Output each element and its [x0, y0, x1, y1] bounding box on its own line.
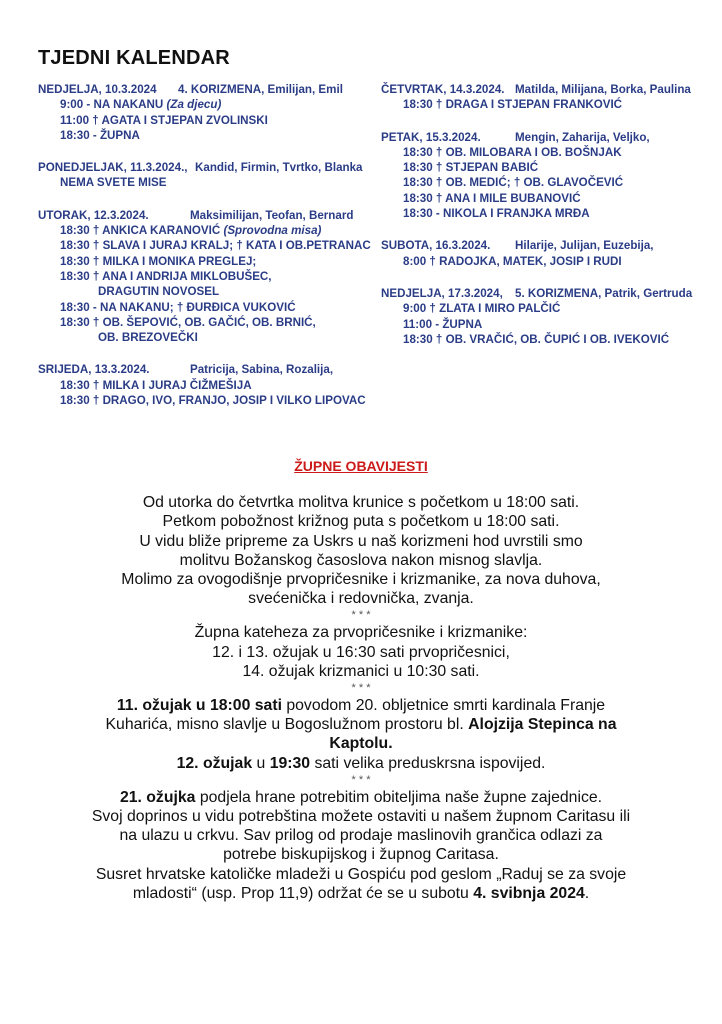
mass-time: 18:30 † — [60, 254, 100, 268]
bold-text: Alojzija Stepinca na — [468, 716, 617, 734]
mass-entry — [381, 317, 711, 332]
mass-entry — [38, 113, 388, 128]
day-date: SRIJEDA, 13.3.2024. — [38, 363, 150, 377]
notice-text: . — [584, 884, 590, 902]
calendar-day — [381, 238, 711, 269]
mass-time: 18:30 - — [60, 300, 97, 314]
calendar-left-column — [38, 82, 388, 425]
mass-entry — [381, 175, 711, 190]
mass-entry — [381, 332, 711, 347]
notice-line: Susret hrvatske katoličke mladeži u Gospiću pod geslom „Raduj se za svoje — [95, 865, 627, 883]
day-date: NEDJELJA, 10.3.2024 — [38, 83, 157, 96]
mass-entry — [38, 175, 388, 190]
mass-intention: OB. ŠEPOVIĆ, OB. GAČIĆ, OB. BRNIĆ, — [102, 315, 316, 329]
day-header — [381, 82, 711, 97]
separator: * * * — [351, 682, 371, 695]
mass-intention: OB. BREZOVEČKI — [98, 331, 198, 345]
notice-text: povodom 20. obljetnice smrti kardinala Franje — [281, 697, 606, 715]
day-header — [38, 208, 388, 223]
mass-time: 8:00 † — [403, 254, 436, 268]
separator: * * * — [351, 773, 371, 786]
mass-intention: OB. VRAČIĆ, OB. ČUPIĆ I OB. IVEKOVIĆ — [445, 332, 670, 346]
notice-line: Od utorka do četvrtka molitva krunice s početkom u 18:00 sati. — [142, 494, 580, 512]
day-header — [38, 82, 388, 97]
day-date: ČETVRTAK, 14.3.2024. — [381, 83, 505, 96]
mass-intention: DRAGUTIN NOVOSEL — [98, 285, 220, 299]
mass-intention: SLAVA I JURAJ KRALJ; † KATA I OB.PETRANAC — [102, 239, 371, 253]
mass-time: 18:30 - — [403, 207, 440, 221]
notice-text: Kuharića, misno slavlje u Bogoslužnom prostoru bl. — [105, 716, 469, 734]
mass-time: 11:00 † — [60, 113, 99, 127]
notice-line: 12. i 13. ožujak u 16:30 sati prvopričesnici, — [212, 643, 510, 661]
notice-text: mladosti“ (usp. Prop 11,9) održat će se u subotu — [132, 884, 474, 902]
day-date: UTORAK, 12.3.2024. — [38, 208, 149, 222]
mass-note: (Za djecu) — [166, 98, 222, 112]
page-title: TJEDNI KALENDAR — [38, 47, 230, 69]
day-header — [381, 238, 711, 253]
mass-intention: MILKA I JURAJ ČIŽMEŠIJA — [102, 378, 252, 392]
mass-intention: ZLATA I MIRO PALČIĆ — [439, 302, 561, 316]
mass-entry — [38, 238, 388, 253]
mass-intention: ŽUPNA — [442, 317, 483, 331]
mass-entry — [38, 269, 388, 284]
notice-line — [20, 715, 702, 734]
mass-time: 18:30 † — [60, 315, 100, 329]
notice-block-2 — [20, 623, 702, 681]
separator: * * * — [351, 609, 371, 622]
day-saints: Kandid, Firmin, Tvrtko, Blanka — [195, 161, 363, 175]
mass-time: 9:00 - — [60, 98, 91, 112]
mass-entry — [381, 97, 711, 112]
day-date: NEDJELJA, 17.3.2024, — [381, 286, 503, 300]
mass-entry — [38, 223, 388, 238]
notice-text: u — [252, 754, 270, 772]
notice-block-3 — [20, 696, 702, 773]
day-date: SUBOTA, 16.3.2024. — [381, 239, 491, 253]
notice-line: potrebe biskupijskog i župnog Caritasa. — [223, 846, 499, 864]
calendar-day — [38, 82, 388, 143]
notice-block-1 — [20, 493, 702, 608]
mass-intention: ANKICA KARANOVIĆ — [102, 224, 221, 238]
calendar-day — [38, 208, 388, 346]
mass-time: 18:30 † — [403, 191, 443, 205]
mass-intention: NEMA SVETE MISE — [60, 176, 167, 190]
mass-entry — [38, 378, 388, 393]
bold-text: 12. ožujak — [176, 754, 253, 772]
mass-intention: NIKOLA I FRANJKA MRĐA — [442, 207, 590, 221]
mass-intention: RADOJKA, MATEK, JOSIP I RUDI — [439, 254, 622, 268]
notice-line: 14. ožujak krizmanici u 10:30 sati. — [242, 662, 480, 680]
day-saints: Patricija, Sabina, Rozalija, — [190, 363, 334, 377]
bold-text: Kaptolu. — [329, 735, 393, 753]
mass-intention: ANA I MILE BUBANOVIĆ — [445, 191, 581, 205]
mass-entry — [38, 254, 388, 269]
mass-entry — [38, 97, 388, 112]
mass-entry — [38, 393, 388, 408]
mass-entry — [381, 206, 711, 221]
day-saints: Maksimilijan, Teofan, Bernard — [190, 208, 354, 222]
notice-line: Svoj doprinos u vidu potrebština možete ostaviti u našem župnom Caritasu ili — [91, 808, 631, 826]
mass-intention: ANA I ANDRIJA MIKLOBUŠEC, — [102, 269, 272, 283]
day-header — [38, 160, 388, 175]
day-header — [38, 362, 388, 377]
mass-time: 11:00 - — [403, 317, 440, 331]
mass-intention: DRAGO, IVO, FRANJO, JOSIP I VILKO LIPOVAC — [102, 394, 366, 408]
notice-line: na ulazu u crkvu. Sav prilog od prodaje maslinovih grančica odlazi za — [119, 827, 603, 845]
mass-entry — [38, 284, 388, 299]
mass-intention: AGATA I STJEPAN ZVOLINSKI — [101, 113, 268, 127]
notice-line — [20, 734, 702, 753]
mass-entry — [38, 128, 388, 143]
day-saints: Matilda, Milijana, Borka, Paulina — [515, 83, 691, 96]
mass-intention: MILKA I MONIKA PREGLEJ; — [102, 254, 257, 268]
day-saints: Hilarije, Julijan, Euzebija, — [515, 239, 654, 253]
notice-line: svećenička i redovnička, zvanja. — [248, 590, 474, 608]
mass-time: 18:30 † — [403, 176, 443, 190]
mass-entry — [381, 160, 711, 175]
calendar-right-column — [381, 82, 711, 364]
notice-block-4 — [20, 788, 702, 903]
mass-entry — [381, 191, 711, 206]
bold-text: 11. ožujak u 18:00 sati — [116, 697, 282, 715]
mass-intention: NA NAKANU — [93, 98, 164, 112]
mass-intention: DRAGA I STJEPAN FRANKOVIĆ — [445, 98, 623, 112]
mass-intention: OB. MEDIĆ; † OB. GLAVOČEVIĆ — [445, 176, 624, 190]
bold-text: 19:30 — [269, 754, 311, 772]
notice-line: Petkom pobožnost križnog puta s početkom u 18:00 sati. — [162, 513, 560, 531]
notice-text: sati velika preduskrsna ispovijed. — [310, 754, 546, 772]
mass-entry — [38, 330, 388, 345]
mass-intention: ŽUPNA — [99, 128, 140, 142]
mass-note: (Sprovodna misa) — [223, 224, 322, 238]
notice-line: Molimo za ovogodišnje prvopričesnike i krizmanike, za nova duhova, — [121, 571, 601, 589]
day-saints: 4. KORIZMENA, Emilijan, Emil — [178, 83, 343, 96]
mass-time: 18:30 † — [403, 332, 443, 346]
mass-entry — [381, 145, 711, 160]
mass-time: 18:30 - — [60, 128, 97, 142]
mass-time: 18:30 † — [403, 145, 443, 159]
notices-title: ŽUPNE OBAVIJESTI — [294, 458, 428, 474]
mass-entry — [381, 301, 711, 316]
notice-line: Župna kateheza za prvopričesnike i krizmanike: — [194, 624, 528, 642]
parish-notices — [20, 457, 702, 903]
mass-intention: STJEPAN BABIĆ — [445, 161, 539, 175]
notice-text: podjela hrane potrebitim obiteljima naše župne zajednice. — [195, 788, 603, 806]
day-saints: 5. KORIZMENA, Patrik, Gertruda — [515, 286, 693, 300]
calendar-day — [38, 160, 388, 191]
day-date: PETAK, 15.3.2024. — [381, 130, 481, 144]
calendar-day — [381, 286, 711, 347]
day-header — [381, 286, 711, 301]
mass-entry — [381, 254, 711, 269]
mass-time: 9:00 † — [403, 302, 436, 316]
mass-entry — [38, 300, 388, 315]
day-date: PONEDJELJAK, 11.3.2024., — [38, 161, 188, 175]
notice-line — [20, 788, 702, 807]
calendar-day — [38, 362, 388, 408]
day-header — [381, 130, 711, 145]
notice-line: U vidu bliže pripreme za Uskrs u naš korizmeni hod uvrstili smo — [139, 532, 583, 550]
notice-line: molitvu Božanskog časoslova nakon misnog slavlja. — [179, 551, 543, 569]
bold-text: 21. ožujka — [119, 788, 196, 806]
mass-intention: NA NAKANU; † ĐURĐICA VUKOVIĆ — [99, 300, 296, 314]
mass-entry — [38, 315, 388, 330]
mass-time: 18:30 † — [60, 269, 100, 283]
mass-intention: OB. MILOBARA I OB. BOŠNJAK — [445, 145, 622, 159]
mass-time: 18:30 † — [60, 239, 100, 253]
mass-time: 18:30 † — [60, 394, 100, 408]
notice-line — [20, 884, 702, 903]
day-saints: Mengin, Zaharija, Veljko, — [515, 130, 650, 144]
mass-time: 18:30 † — [60, 224, 100, 238]
mass-time: 18:30 † — [60, 378, 100, 392]
calendar-day — [381, 82, 711, 113]
mass-time: 18:30 † — [403, 161, 443, 175]
notice-line — [20, 754, 702, 773]
calendar-day — [381, 130, 711, 222]
notice-line — [20, 696, 702, 715]
bold-text: 4. svibnja 2024 — [473, 884, 585, 902]
mass-time: 18:30 † — [403, 98, 443, 112]
